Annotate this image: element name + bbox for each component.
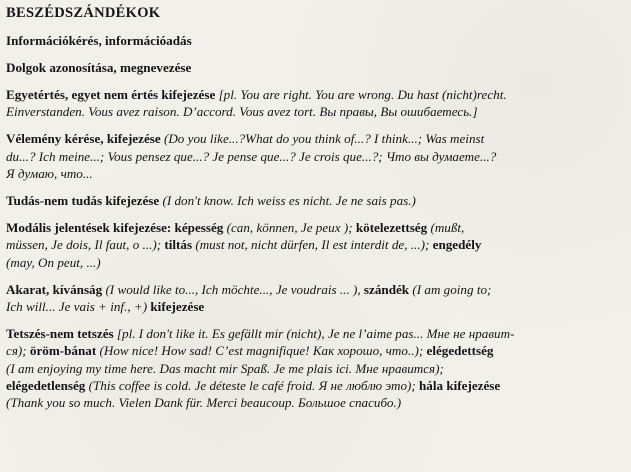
bold-text: Egyetértés, egyet nem értés kifejezése	[6, 87, 219, 102]
bold-text: Modális jelentések kifejezése: képesség	[6, 220, 227, 236]
text-line	[6, 342, 626, 359]
italic-text: (must not, nicht dürfen, Il est interdit de, ...);	[195, 237, 433, 253]
italic-text: (How nice! How sad! C’est magnifique! Как хорошо, что..);	[99, 343, 427, 359]
bold-text: Akarat, kívánság	[6, 281, 106, 297]
paragraph	[6, 325, 626, 411]
italic-text: Я думаю, что...	[6, 165, 93, 181]
text-line	[6, 236, 626, 253]
paragraph	[6, 219, 626, 271]
italic-text: (can, können, Je peux );	[226, 220, 356, 236]
italic-text: (I am enjoying my time here. Das macht mir Spaß. Je me plais ici. Мне нравится);	[6, 360, 444, 376]
italic-text: (I don't know. Ich weiss es nicht. Je ne sais pas.)	[162, 193, 416, 209]
text-line	[6, 325, 626, 342]
bold-text: elégedettség	[426, 343, 494, 359]
bold-text: hála kifejezése	[419, 377, 501, 393]
page-title: BESZÉDSZÁNDÉKOK	[6, 5, 161, 21]
italic-text: (Do you like...?What do you think of...? I think...; Was meinst	[163, 131, 485, 147]
italic-text: Einverstanden. Vous avez raison. D’accord. Vous avez tort. Вы правы, Вы ошибаетесь.]	[6, 104, 478, 120]
italic-text: (This coffee is cold. Je déteste le café froid. Я не люблю это);	[88, 377, 420, 393]
paragraph	[6, 130, 626, 182]
text-line	[6, 130, 626, 147]
bold-text: Tudás-nem tudás kifejezése	[6, 193, 163, 209]
text-line	[6, 377, 626, 394]
text-line	[6, 254, 626, 271]
italic-text: Ich will... Je vais + inf., +)	[6, 299, 151, 315]
bold-text: Vélemény kérése, kifejezése	[6, 131, 164, 147]
text-line	[6, 86, 626, 103]
text-line	[6, 298, 626, 315]
text-line	[6, 103, 626, 120]
text-line	[6, 165, 626, 182]
bold-text: kifejezése	[150, 299, 205, 315]
bold-text: szándék	[363, 281, 413, 297]
italic-text: (may, On peut, ...)	[6, 254, 101, 270]
italic-text: (Thank you so much. Vielen Dank für. Merci beaucoup. Большое спасибо.)	[6, 395, 402, 411]
bold-text: öröm-bánat	[29, 343, 100, 359]
bold-text: engedély	[432, 237, 482, 253]
text-line	[6, 360, 626, 377]
bold-text: tiltás	[164, 237, 196, 253]
italic-text: [pl. You are right. You are wrong. Du hast (nicht)recht.	[218, 87, 507, 102]
speech-intent-list	[6, 86, 626, 411]
paragraph	[6, 192, 626, 209]
text-line	[6, 394, 626, 411]
italic-text: du...? Ich meine...; Vous pensez que...? Je pense que...? Je crois que...?; Что вы думаете...?	[6, 148, 497, 164]
italic-text: (mußt,	[430, 220, 465, 236]
bold-text: kötelezettség	[355, 220, 431, 236]
section-heading-identification: Dolgok azonosítása, megnevezése	[6, 60, 192, 75]
text-line	[6, 219, 626, 236]
bold-text: elégedetlenség	[6, 377, 89, 393]
italic-text: ся);	[6, 343, 30, 359]
text-line	[6, 148, 626, 165]
document-content	[6, 4, 626, 421]
paragraph	[6, 86, 626, 120]
italic-text: (I am going to;	[412, 281, 492, 297]
italic-text: müssen, Je dois, Il faut, o ...);	[6, 237, 165, 253]
italic-text: (I would like to..., Ich möchte..., Je voudrais ... ),	[105, 281, 364, 297]
bold-text: Tetszés-nem tetszés	[6, 326, 117, 342]
text-line	[6, 192, 626, 209]
paragraph	[6, 281, 626, 315]
text-line	[6, 281, 626, 298]
section-heading-information: Információkérés, információadás	[6, 33, 192, 48]
italic-text: [pl. I don't like it. Es gefällt mir (nicht), Je ne l’aime pas... Мне не нравит-	[116, 326, 515, 342]
